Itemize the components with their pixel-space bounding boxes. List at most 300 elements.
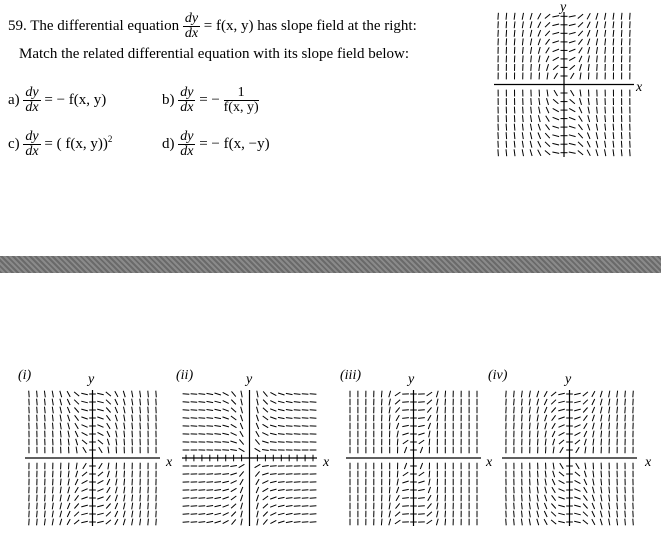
slope-segment xyxy=(539,107,540,114)
slope-segment xyxy=(207,521,214,522)
slope-segment xyxy=(552,479,555,485)
slope-segment xyxy=(514,124,515,131)
slope-segment xyxy=(621,124,622,131)
slope-segment xyxy=(558,417,564,419)
slope-segment xyxy=(545,151,550,155)
slope-segment xyxy=(97,409,104,411)
slope-segment xyxy=(544,503,547,509)
slope-segment xyxy=(403,472,409,476)
slope-segment xyxy=(286,490,293,491)
slope-segment xyxy=(537,479,538,486)
slope-segment xyxy=(445,519,446,526)
slope-segment xyxy=(506,132,507,139)
slope-segment xyxy=(232,519,236,524)
slope-segment xyxy=(551,408,555,413)
slope-segment xyxy=(531,107,532,114)
slope-segment xyxy=(286,513,293,514)
slope-segment xyxy=(553,117,559,120)
slope-segment xyxy=(529,495,530,502)
slope-segment xyxy=(578,142,583,147)
slope-segment xyxy=(574,505,581,507)
slope-segment xyxy=(587,13,590,19)
slope-segment xyxy=(382,399,383,406)
slope-segment xyxy=(230,466,237,467)
slope-segment xyxy=(286,393,293,394)
slope-segment xyxy=(124,471,125,478)
main-field-xlabel: x xyxy=(636,80,643,95)
slope-segment xyxy=(596,39,597,46)
slope-segment xyxy=(596,132,598,139)
slope-segment xyxy=(506,30,507,37)
slope-segment xyxy=(45,503,46,510)
slope-segment xyxy=(76,439,78,445)
slope-segment xyxy=(389,503,390,510)
slope-segment xyxy=(546,124,550,129)
slope-segment xyxy=(82,440,87,444)
slope-segment xyxy=(215,521,221,523)
slope-segment xyxy=(140,519,141,526)
slope-segment xyxy=(574,489,580,492)
slope-segment xyxy=(545,431,546,438)
field-iv-ylabel: y xyxy=(565,372,572,387)
slope-segment xyxy=(270,497,276,499)
slope-segment xyxy=(625,391,626,398)
field-iv-xlabel: x xyxy=(645,455,652,470)
slope-segment xyxy=(621,21,622,28)
slope-segment xyxy=(498,13,499,20)
slope-segment xyxy=(223,497,229,499)
slope-segment xyxy=(207,506,214,507)
slope-segment xyxy=(45,415,46,422)
field-i-xlabel: x xyxy=(166,455,173,470)
slope-segment xyxy=(429,431,430,438)
slope-segment xyxy=(199,514,206,515)
slope-segment xyxy=(74,392,79,396)
slope-segment xyxy=(600,391,602,397)
slope-segment xyxy=(538,30,541,36)
slope-segment xyxy=(613,38,614,45)
slope-segment xyxy=(140,511,141,518)
slope-segment xyxy=(427,503,431,508)
slope-segment xyxy=(215,417,222,418)
slope-segment xyxy=(240,479,243,485)
slope-segment xyxy=(580,98,582,105)
slope-segment xyxy=(140,503,141,510)
slope-segment xyxy=(207,426,214,427)
slope-segment xyxy=(270,481,277,482)
slope-segment xyxy=(286,498,293,499)
slope-segment xyxy=(579,47,583,53)
slope-segment xyxy=(106,415,110,420)
slope-segment xyxy=(559,440,564,444)
slope-segment xyxy=(231,416,236,420)
option-d-fraction xyxy=(178,130,195,159)
slope-segment xyxy=(625,511,626,518)
slope-segment xyxy=(600,399,602,405)
slope-segment xyxy=(546,39,550,45)
slope-segment xyxy=(278,482,285,483)
slope-segment xyxy=(67,399,70,405)
slope-segment xyxy=(559,432,565,435)
slope-segment xyxy=(45,495,46,502)
slope-segment xyxy=(215,513,222,515)
slope-segment xyxy=(402,489,409,490)
slope-segment xyxy=(52,503,53,510)
option-a-fraction xyxy=(23,86,40,115)
slope-segment xyxy=(389,487,390,494)
slope-segment xyxy=(569,135,576,137)
slope-segment xyxy=(395,512,400,516)
slope-segment xyxy=(241,391,242,398)
slope-segment xyxy=(530,423,531,430)
slope-segment xyxy=(522,13,523,20)
slope-segment xyxy=(270,442,277,443)
main-slope-field xyxy=(494,12,634,157)
slope-segment xyxy=(107,487,110,493)
slope-segment xyxy=(445,511,446,518)
slope-segment xyxy=(124,479,125,486)
frac-den: dx xyxy=(25,100,39,115)
slope-segment xyxy=(544,511,547,517)
slope-segment xyxy=(530,132,532,139)
slope-segment xyxy=(596,21,598,28)
slope-segment xyxy=(68,439,69,446)
slope-segment xyxy=(584,487,587,493)
slope-segment xyxy=(270,513,276,516)
slope-segment xyxy=(98,440,103,444)
slope-segment xyxy=(257,519,258,526)
option-a xyxy=(8,86,106,115)
slope-segment xyxy=(560,447,564,453)
slope-segment xyxy=(207,393,214,394)
slope-segment xyxy=(132,399,133,406)
slope-segment xyxy=(583,392,588,396)
slope-segment xyxy=(559,472,564,476)
slope-segment xyxy=(255,439,259,444)
slope-segment xyxy=(214,434,221,435)
slope-segment xyxy=(82,432,88,435)
slope-segment xyxy=(437,415,438,422)
slope-segment xyxy=(576,463,580,469)
slope-segment xyxy=(270,417,276,419)
slope-segment xyxy=(240,431,243,437)
slope-segment xyxy=(107,471,109,477)
slope-segment xyxy=(544,391,547,397)
slope-segment xyxy=(552,32,559,34)
slope-segment xyxy=(241,519,242,526)
slope-segment xyxy=(538,13,541,19)
slope-segment xyxy=(107,431,110,437)
slope-segment xyxy=(583,495,587,500)
slope-segment xyxy=(263,512,268,517)
slope-segment xyxy=(124,431,125,438)
slope-segment xyxy=(223,513,229,516)
slope-segment xyxy=(294,394,301,395)
slope-segment xyxy=(45,511,46,518)
field-ii-xlabel: x xyxy=(323,455,330,470)
slope-segment xyxy=(278,434,285,435)
slope-segment xyxy=(395,520,401,524)
slope-segment xyxy=(436,391,438,397)
slope-segment xyxy=(613,13,614,20)
slope-segment xyxy=(81,417,87,419)
slope-segment xyxy=(148,511,149,518)
slope-segment xyxy=(551,504,555,509)
slope-segment xyxy=(552,495,556,500)
slope-segment xyxy=(558,513,565,515)
slope-segment xyxy=(538,150,541,156)
slope-segment xyxy=(537,407,539,414)
slope-segment xyxy=(531,56,532,63)
slope-segment xyxy=(617,495,618,502)
slope-segment xyxy=(551,392,556,396)
slope-segment xyxy=(596,13,598,20)
slope-segment xyxy=(97,513,104,515)
slope-segment xyxy=(60,415,61,422)
slope-segment xyxy=(538,124,540,130)
slope-segment xyxy=(396,495,399,501)
slope-segment xyxy=(437,407,438,414)
slope-segment xyxy=(67,503,70,509)
question-title xyxy=(8,12,417,41)
slope-segment xyxy=(74,504,78,509)
slope-field-i xyxy=(25,390,160,526)
slope-segment xyxy=(116,479,117,486)
slope-segment xyxy=(538,115,540,122)
slope-segment xyxy=(617,511,618,518)
slope-segment xyxy=(609,399,610,406)
slope-segment xyxy=(278,417,285,418)
slope-segment xyxy=(52,399,53,406)
slope-segment xyxy=(75,495,79,500)
slope-segment xyxy=(404,463,406,469)
slope-segment xyxy=(522,511,523,518)
field-i-label: (i) xyxy=(18,368,32,383)
frac-num: dy xyxy=(25,85,39,100)
slope-segment xyxy=(207,513,214,514)
slope-segment xyxy=(633,391,634,398)
slope-segment xyxy=(402,498,409,499)
slope-segment xyxy=(537,495,538,502)
slope-segment xyxy=(621,30,622,37)
slope-segment xyxy=(116,487,118,493)
slope-segment xyxy=(580,64,582,71)
slope-segment xyxy=(617,391,618,398)
slope-segment xyxy=(596,30,598,37)
slope-segment xyxy=(241,407,243,413)
slope-segment xyxy=(37,511,38,518)
slope-segment xyxy=(569,41,576,43)
slope-segment xyxy=(530,149,532,156)
section-divider xyxy=(0,256,661,273)
slope-segment xyxy=(106,400,111,405)
frac-den: dx xyxy=(180,100,194,115)
slope-segment xyxy=(262,481,268,484)
slope-segment xyxy=(148,407,149,414)
slope-segment xyxy=(545,14,550,18)
question-intro-after: = f(x, y) has slope field at the right: xyxy=(203,17,417,34)
slope-segment xyxy=(530,487,531,494)
slope-segment xyxy=(255,448,261,451)
slope-segment xyxy=(552,415,556,420)
slope-segment xyxy=(148,519,149,526)
slope-segment xyxy=(538,133,541,139)
slope-segment xyxy=(108,447,109,454)
slope-segment xyxy=(605,30,606,37)
slope-segment xyxy=(514,132,515,139)
slope-segment xyxy=(241,415,243,421)
slope-segment xyxy=(278,505,285,506)
slope-segment xyxy=(570,99,575,104)
slope-segment xyxy=(37,519,38,526)
slope-segment xyxy=(584,479,587,485)
field-iv-label: (iv) xyxy=(488,368,508,383)
slope-segment xyxy=(552,24,559,26)
slope-segment xyxy=(522,487,523,494)
frac-num: dy xyxy=(25,129,39,144)
slope-segment xyxy=(592,495,594,501)
slope-segment xyxy=(124,503,126,510)
slope-segment xyxy=(60,407,62,414)
slope-segment xyxy=(53,423,54,430)
slope-segment xyxy=(605,13,606,20)
slope-segment xyxy=(547,98,549,105)
slope-segment xyxy=(592,391,595,397)
slope-segment xyxy=(67,519,70,525)
slope-segment xyxy=(522,149,523,156)
slope-segment xyxy=(621,13,622,20)
slope-segment xyxy=(514,38,515,45)
slope-segment xyxy=(61,471,62,478)
slope-segment xyxy=(97,417,103,419)
slope-segment xyxy=(402,425,409,426)
slope-segment xyxy=(270,489,276,491)
slope-segment xyxy=(597,56,598,63)
slope-segment xyxy=(537,519,539,525)
slope-segment xyxy=(554,90,558,96)
slope-segment xyxy=(257,399,259,405)
slope-segment xyxy=(617,487,618,494)
slope-segment xyxy=(256,495,258,501)
slope-segment xyxy=(214,490,221,491)
slope-segment xyxy=(613,149,614,156)
slope-segment xyxy=(625,519,626,526)
slope-segment xyxy=(506,391,507,398)
slope-segment xyxy=(587,150,590,156)
slope-segment xyxy=(257,503,259,509)
slope-segment xyxy=(37,407,38,414)
slope-segment xyxy=(231,433,237,436)
slope-segment xyxy=(522,495,523,502)
slope-segment xyxy=(82,489,88,492)
derivative-fraction xyxy=(183,12,200,41)
slope-segment xyxy=(52,495,53,502)
slope-segment xyxy=(593,423,595,429)
slope-segment xyxy=(262,466,269,467)
slope-segment xyxy=(75,479,78,485)
slope-segment xyxy=(199,506,206,507)
slope-segment xyxy=(428,495,431,501)
slope-segment xyxy=(115,495,117,501)
slope-segment xyxy=(553,126,560,128)
slope-segment xyxy=(115,519,118,525)
option-b xyxy=(162,86,259,115)
slope-segment xyxy=(601,423,602,430)
slope-segment xyxy=(402,418,409,419)
slope-segment xyxy=(521,391,522,398)
slope-segment xyxy=(621,132,622,139)
slope-segment xyxy=(44,391,45,398)
slope-segment xyxy=(389,415,390,422)
slope-segment xyxy=(522,415,523,422)
question-intro: The differential equation xyxy=(30,17,180,34)
slope-segment xyxy=(75,487,78,493)
slope-segment xyxy=(553,49,559,52)
field-ii-ylabel: y xyxy=(246,372,253,387)
slope-segment xyxy=(199,410,206,411)
slope-segment xyxy=(609,503,610,510)
match-instruction: Match the related differential equation with its slope field below: xyxy=(19,46,410,62)
slope-segment xyxy=(270,409,276,411)
slope-segment xyxy=(514,30,515,37)
slope-segment xyxy=(593,487,595,493)
slope-segment xyxy=(553,41,560,43)
slope-segment xyxy=(601,415,602,422)
slope-segment xyxy=(601,471,602,478)
slope-segment xyxy=(199,394,206,395)
slope-segment xyxy=(578,14,583,18)
slope-segment xyxy=(522,141,523,148)
slope-segment xyxy=(560,463,564,469)
slope-segment xyxy=(115,503,118,509)
slope-segment xyxy=(427,392,433,396)
slope-segment xyxy=(270,520,276,523)
slope-segment xyxy=(545,423,547,429)
slope-segment xyxy=(68,431,69,438)
slope-segment xyxy=(302,514,309,515)
slope-segment xyxy=(389,391,391,397)
slope-segment xyxy=(231,400,236,405)
slope-segment xyxy=(418,489,425,490)
slope-segment xyxy=(522,21,523,28)
slope-segment xyxy=(587,133,590,139)
slope-segment xyxy=(60,503,62,510)
slope-segment xyxy=(257,407,259,413)
slope-segment xyxy=(428,415,431,421)
slope-segment xyxy=(621,38,622,45)
slope-segment xyxy=(231,488,237,491)
slope-segment xyxy=(263,416,268,420)
slope-segment xyxy=(106,495,110,500)
slope-segment xyxy=(617,399,618,406)
slope-segment xyxy=(552,135,559,137)
slope-segment xyxy=(597,64,598,71)
slope-segment xyxy=(124,487,125,494)
slope-segment xyxy=(530,13,532,20)
slope-segment xyxy=(588,47,590,54)
slope-segment xyxy=(74,512,79,517)
slope-segment xyxy=(617,519,618,526)
slope-segment xyxy=(124,439,125,446)
slope-segment xyxy=(156,391,157,398)
slope-segment xyxy=(231,496,236,500)
slope-segment xyxy=(123,511,125,517)
slope-segment xyxy=(420,463,422,469)
slope-segment xyxy=(531,115,532,122)
slope-segment xyxy=(82,472,87,476)
slope-segment xyxy=(397,431,398,438)
slope-segment xyxy=(569,117,575,120)
